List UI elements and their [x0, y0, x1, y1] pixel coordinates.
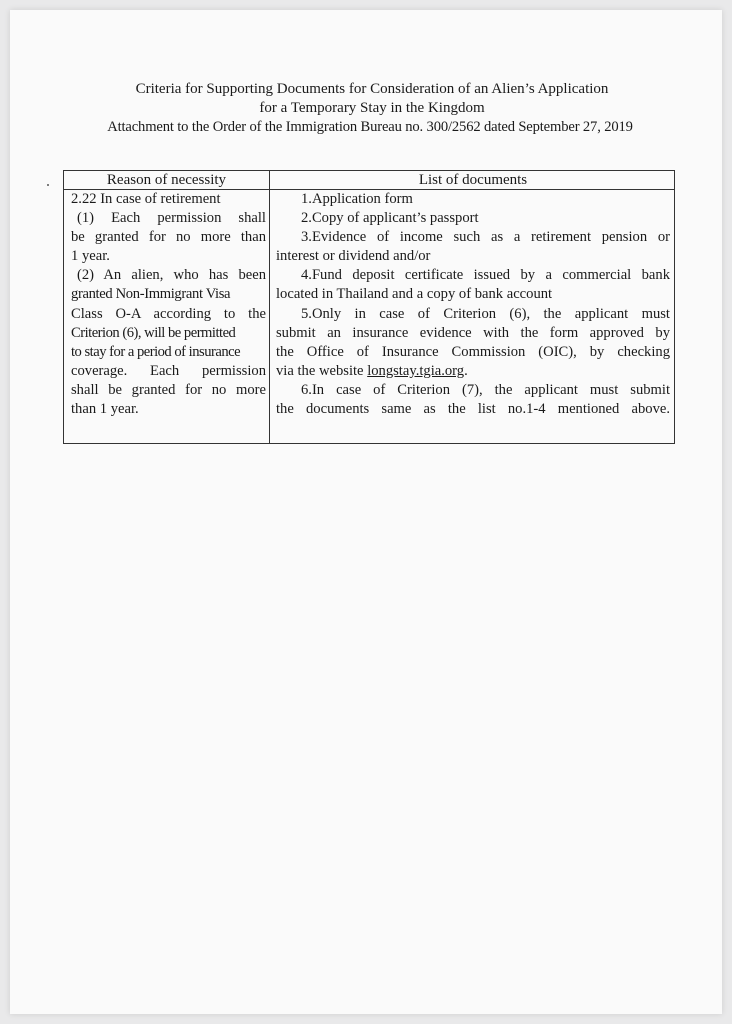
reason-cell — [71, 190, 266, 419]
reason-line: 1 year. — [71, 248, 110, 265]
reason-line: Criterion (6), will be permitted — [71, 324, 236, 341]
document-line: 6.In case of Criterion (7), the applicant must submit — [301, 381, 670, 398]
document-page — [10, 10, 722, 1014]
document-line: 5.Only in case of Criterion (6), the applicant must — [301, 305, 670, 322]
reason-line: granted Non-Immigrant Visa — [71, 286, 231, 303]
header-title-line-1: Criteria for Supporting Documents for Consideration of an Alien’s Application — [135, 81, 609, 97]
criteria-table — [63, 170, 675, 444]
reason-line: Class O-A according to the — [71, 305, 266, 322]
document-line: located in Thailand and a copy of bank account — [276, 286, 553, 303]
reason-line: be granted for no more than — [71, 229, 266, 246]
document-line: submit an insurance evidence with the form approved by — [276, 324, 670, 341]
stray-dot — [47, 184, 49, 186]
website-suffix: . — [464, 362, 468, 379]
document-line: 4.Fund deposit certificate issued by a commercial bank — [301, 267, 670, 284]
column-header-documents: List of documents — [418, 172, 528, 188]
column-header-reason: Reason of necessity — [106, 172, 227, 188]
document-line: the documents same as the list no.1-4 mentioned above. — [276, 401, 670, 418]
column-divider — [269, 171, 270, 443]
website-prefix: via the website — [276, 362, 368, 379]
header-attachment-line: Attachment to the Order of the Immigration Bureau no. 300/2562 dated September 27, 2019 — [107, 119, 633, 135]
header-title-line-2: for a Temporary Stay in the Kingdom — [259, 100, 485, 116]
reason-line: shall be granted for no more — [71, 381, 266, 398]
document-line: interest or dividend and/or — [276, 248, 431, 265]
documents-cell — [276, 190, 670, 419]
document-header — [0, 80, 732, 137]
document-line: 3.Evidence of income such as a retirement pension or — [301, 229, 670, 246]
document-line: the Office of Insurance Commission (OIC), by checking — [276, 343, 670, 360]
document-line-website — [276, 362, 670, 381]
reason-line: coverage. Each permission — [71, 362, 266, 379]
website-link[interactable]: longstay.tgia.org — [367, 362, 465, 379]
reason-line: (2) An alien, who has been — [77, 267, 266, 284]
reason-line: to stay for a period of insurance — [71, 343, 241, 360]
reason-line: (1) Each permission shall — [77, 210, 266, 227]
document-line: 2.Copy of applicant’s passport — [301, 210, 479, 227]
reason-line: 2.22 In case of retirement — [71, 191, 221, 207]
document-line: 1.Application form — [301, 191, 413, 207]
reason-line: than 1 year. — [71, 401, 139, 418]
